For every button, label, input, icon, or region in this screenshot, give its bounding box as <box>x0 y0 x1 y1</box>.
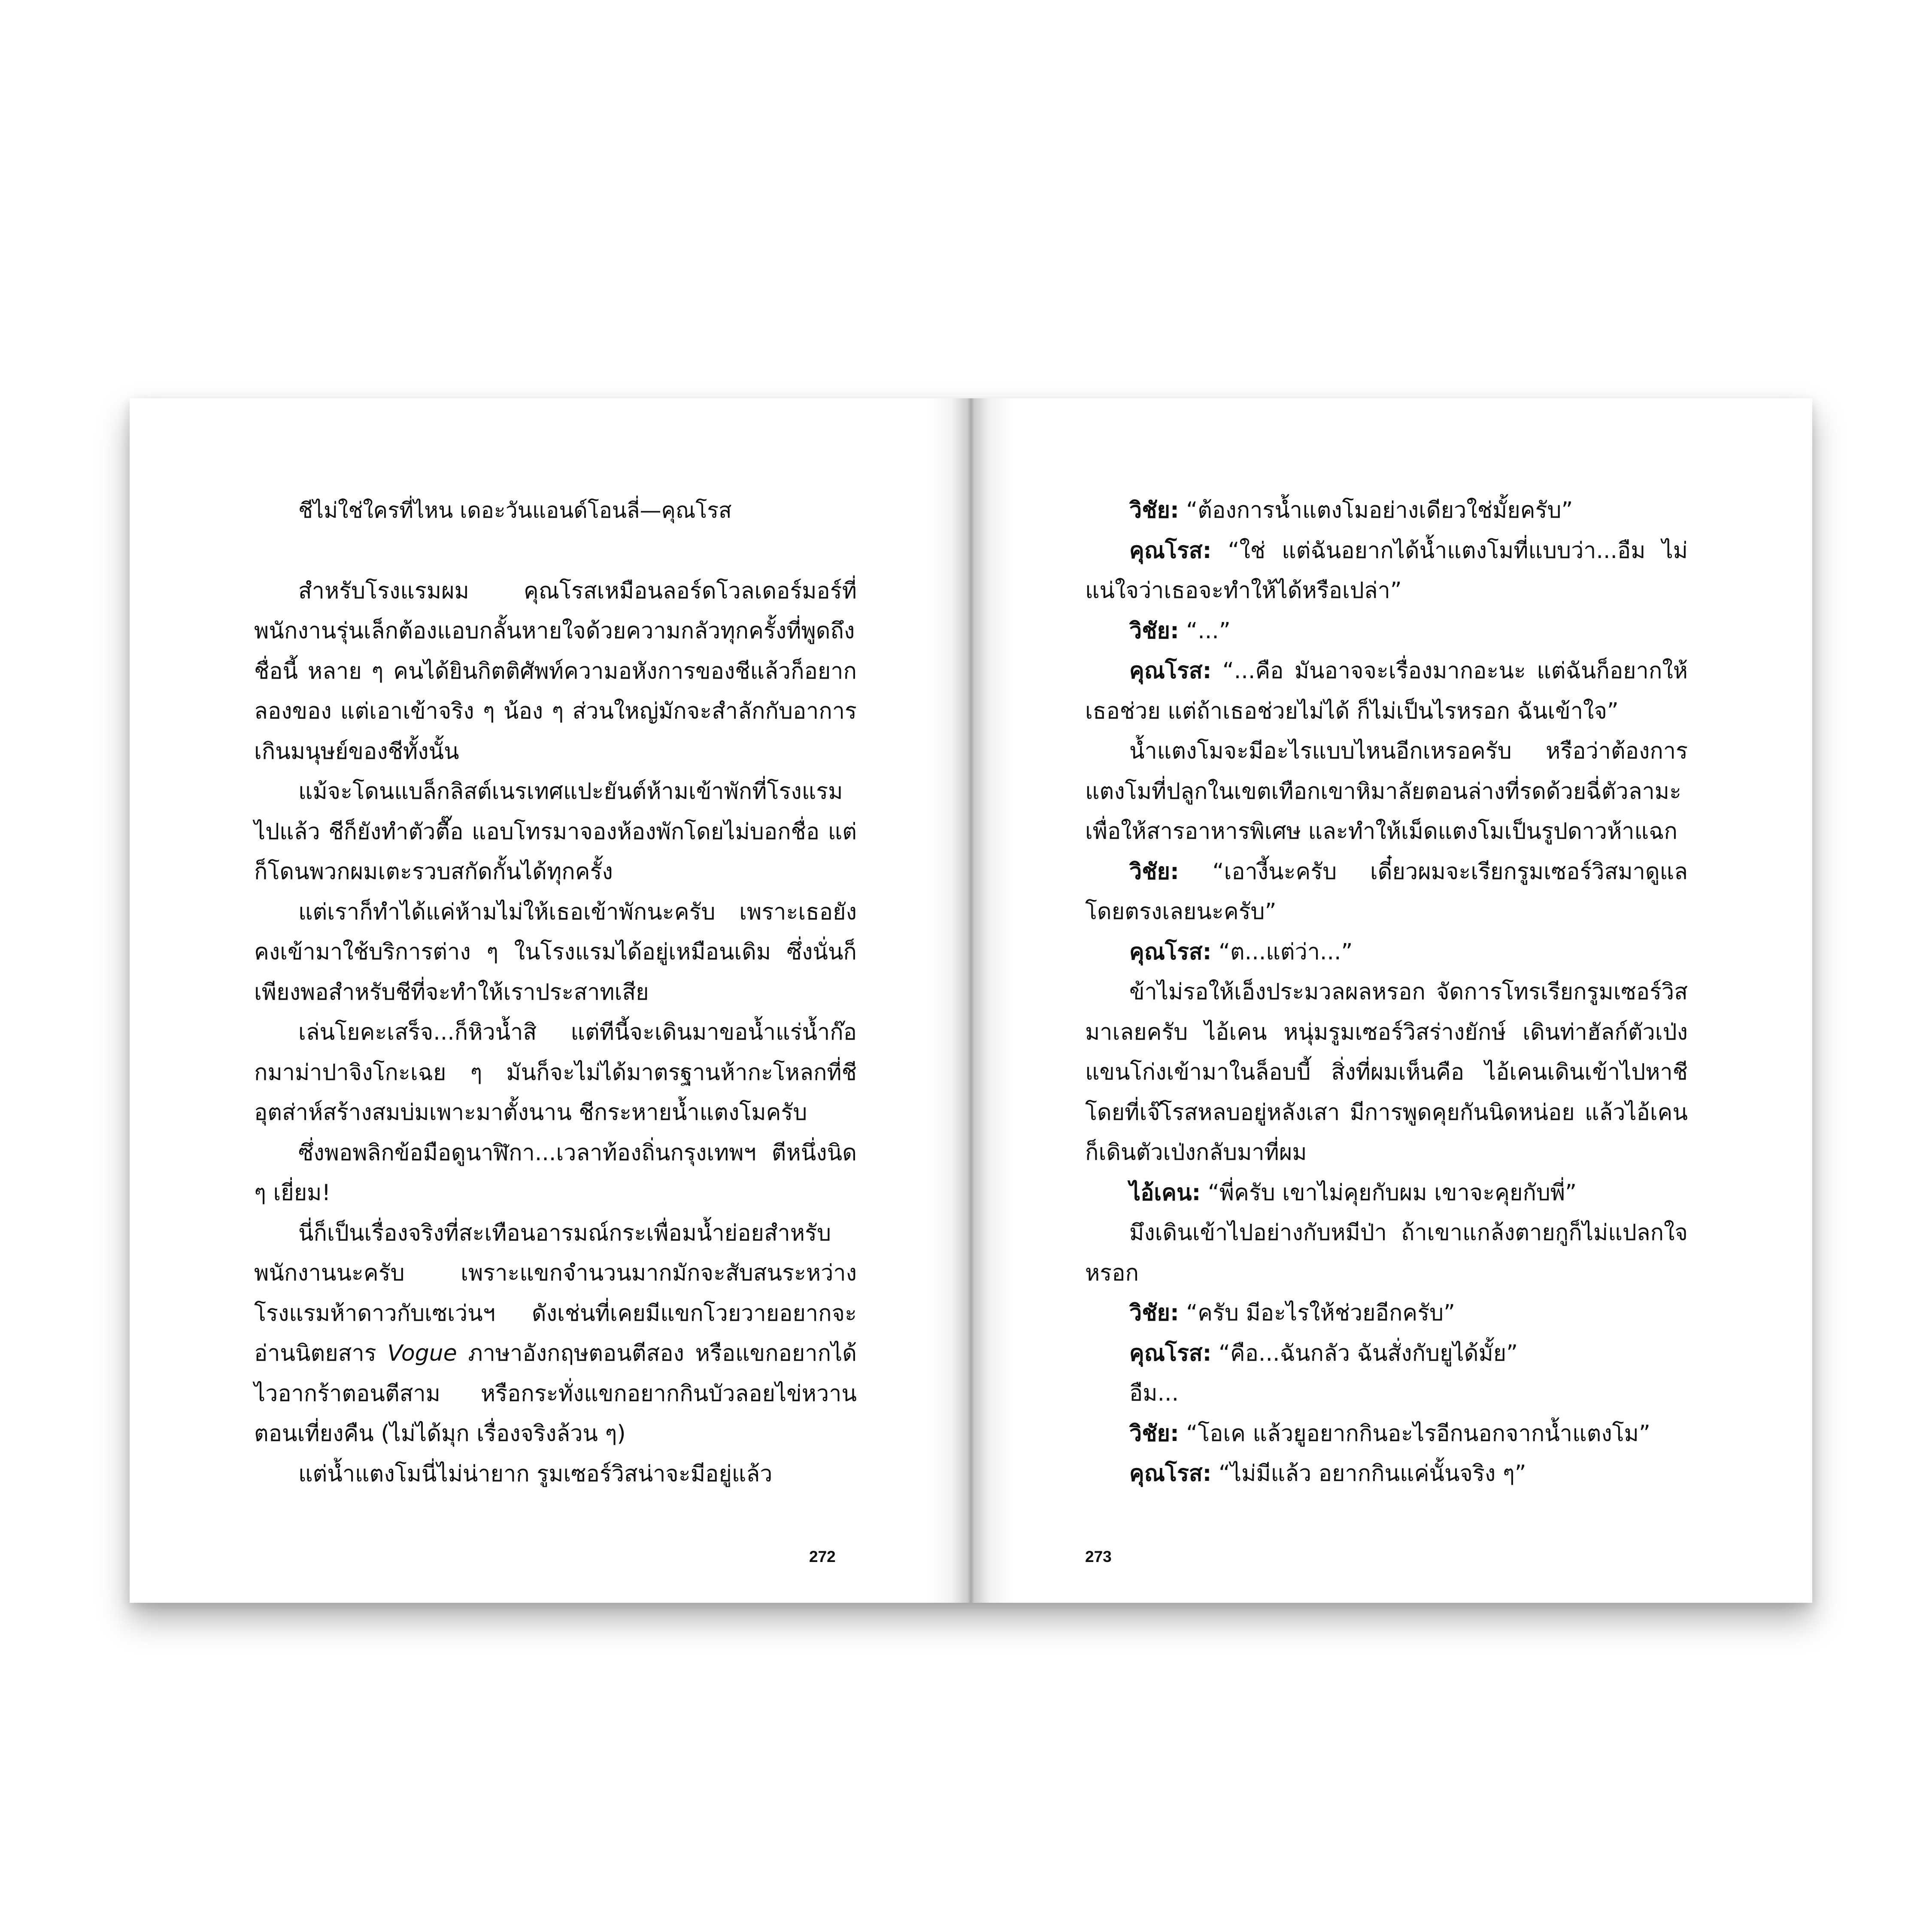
dialogue-line <box>1085 1293 1688 1334</box>
dialogue-text: “ต้องการน้ำแตงโมอย่างเดียวใช่มั้ยครับ” <box>1186 497 1573 523</box>
dialogue-text: “ต...แต่ว่า...” <box>1218 939 1353 965</box>
dialogue-line <box>1085 611 1688 652</box>
dialogue-text: “ไม่มีแล้ว อยากกินแค่นั้นจริง ๆ” <box>1218 1461 1526 1486</box>
speaker-name: ไอ้เคน: <box>1129 1180 1201 1206</box>
paragraph-text: นี่ก็เป็นเรื่องจริงที่สะเทือนอารมณ์กระเพื่อมน้ำย่อยสำหรับพนักงานนะครับ เพราะแขกจำนวนมากมักจะสับสนระหว่างโรงแรมห้าดาวกับเซเว่นฯ ดังเช่นที่เคยมีแขกโวยวายอยากจะอ่านนิตยสาร <box>254 1220 857 1366</box>
dialogue-text: “...คือ มันอาจจะเรื่องมากอะนะ แต่ฉันก็อยากให้เธอช่วย แต่ถ้าเธอช่วยไม่ได้ ก็ไม่เป็นไรหรอก ฉันเข้าใจ” <box>1085 658 1688 724</box>
narration <box>1085 1374 1688 1414</box>
speaker-name: คุณโรส: <box>1129 1461 1212 1486</box>
paragraph-vogue <box>254 1213 857 1454</box>
speaker-name: วิชัย: <box>1129 1420 1179 1447</box>
narration <box>1085 1213 1688 1293</box>
speaker-name: วิชัย: <box>1129 618 1179 644</box>
speaker-name: คุณโรส: <box>1129 537 1212 564</box>
open-book <box>130 398 1812 1603</box>
paragraph: แม้จะโดนแบล็กลิสต์เนรเทศแปะยันต์ห้ามเข้าพักที่โรงแรมไปแล้ว ชีก็ยังทำตัวตื๊อ แอบโทรมาจองห้องพักโดยไม่บอกชื่อ แต่ก็โดนพวกผมเตะรวบสกัดกั้นได้ทุกครั้ง <box>254 779 857 885</box>
narration <box>1085 972 1688 1173</box>
dialogue-line <box>1085 1334 1688 1374</box>
running-head: ชีไม่ใช่ใครที่ไหน เดอะวันแอนด์โอนลี่—คุณโรส <box>298 498 732 523</box>
right-page <box>971 398 1812 1603</box>
left-page <box>130 398 971 1603</box>
speaker-name: คุณโรส: <box>1129 939 1212 965</box>
left-page-body <box>254 491 857 1494</box>
speaker-name: คุณโรส: <box>1129 1340 1212 1366</box>
dialogue-line <box>1085 852 1688 932</box>
dialogue-line <box>1085 932 1688 973</box>
speaker-name: คุณโรส: <box>1129 658 1212 684</box>
dialogue-text: “คือ...ฉันกลัว ฉันสั่งกับยูได้มั้ย” <box>1218 1340 1518 1366</box>
page-number: 272 <box>809 1548 836 1565</box>
speaker-name: วิชัย: <box>1129 858 1179 885</box>
dialogue-text: “...” <box>1186 618 1231 644</box>
narration-text: ข้าไม่รอให้เอ็งประมวลผลหรอก จัดการโทรเรียกรูมเซอร์วิสมาเลยครับ ไอ้เคน หนุ่มรูมเซอร์วิสร่างยักษ์ เดินท่าฮัลก์ตัวเป่งแขนโก่งเข้ามาในล็อบบี้ สิ่งที่ผมเห็นคือ ไอ้เคนเดินเข้าไปหาชีโดยที่เจ๊โรสหลบอยู่หลังเสา มีการพูดคุยกันนิดหน่อย แล้วไอ้เคนก็เดินตัวเป่งกลับมาที่ผม <box>1085 979 1688 1165</box>
dialogue-text: “เอางี้นะครับ เดี๋ยวผมจะเรียกรูมเซอร์วิสมาดูแลโดยตรงเลยนะครับ” <box>1085 858 1688 925</box>
narration-text: อืม... <box>1129 1380 1179 1406</box>
right-page-body <box>1085 491 1688 1494</box>
paragraph: แต่เราก็ทำได้แค่ห้ามไม่ให้เธอเข้าพักนะครับ เพราะเธอยังคงเข้ามาใช้บริการต่าง ๆ ในโรงแรมได้อยู่เหมือนเดิม ซึ่งนั่นก็เพียงพอสำหรับชีที่จะทำให้เราประสาทเสีย <box>254 899 857 1005</box>
narration-text: มึงเดินเข้าไปอย่างกับหมีป่า ถ้าเขาแกล้งตายกูก็ไม่แปลกใจหรอก <box>1085 1220 1688 1286</box>
speaker-name: วิชัย: <box>1129 497 1179 523</box>
dialogue-line <box>1085 1454 1688 1494</box>
speaker-name: วิชัย: <box>1129 1300 1179 1326</box>
dialogue-line <box>1085 531 1688 611</box>
dialogue-line <box>1085 651 1688 731</box>
page-number: 273 <box>1085 1548 1112 1565</box>
dialogue-text: “พี่ครับ เขาไม่คุยกับผม เขาจะคุยกับพี่” <box>1207 1180 1577 1206</box>
dialogue-text: “โอเค แล้วยูอยากกินอะไรอีกนอกจากน้ำแตงโม” <box>1186 1420 1650 1447</box>
italic-title: Vogue <box>387 1341 457 1366</box>
dialogue-line <box>1085 1414 1688 1454</box>
paragraph-text: ภาษาอังกฤษตอนตีสอง หรือแขกอยากได้ไวอากร้าตอนตีสาม หรือกระทั่งแขกอยากกินบัวลอยไข่หวานตอนเที่ยงคืน (ไม่ได้มุก เรื่องจริงล้วน ๆ) <box>254 1341 857 1447</box>
dialogue-line <box>1085 1173 1688 1213</box>
paragraph: สำหรับโรงแรมผม คุณโรสเหมือนลอร์ดโวลเดอร์มอร์ที่พนักงานรุ่นเล็กต้องแอบกลั้นหายใจด้วยความกลัวทุกครั้งที่พูดถึงชื่อนี้ หลาย ๆ คนได้ยินกิตติศัพท์ความอหังการของชีแล้วก็อยากลองของ แต่เอาเข้าจริง ๆ น้อง ๆ ส่วนใหญ่มักจะสำลักกับอาการเกินมนุษย์ของชีทั้งนั้น <box>254 578 857 764</box>
dialogue-text: “ใช่ แต่ฉันอยากได้น้ำแตงโมที่แบบว่า...อืม ไม่แน่ใจว่าเธอจะทำให้ได้หรือเปล่า” <box>1085 537 1688 604</box>
dialogue-text: “ครับ มีอะไรให้ช่วยอีกครับ” <box>1186 1300 1456 1326</box>
narration <box>1085 731 1688 852</box>
paragraph: เล่นโยคะเสร็จ...ก็หิวน้ำสิ แต่ทีนี้จะเดินมาขอน้ำแร่น้ำก๊อกมาม่าปาจิงโกะเฉย ๆ มันก็จะไม่ได้มาตรฐานห้ากะโหลกที่ชีอุตส่าห์สร้างสมบ่มเพาะมาตั้งนาน ชีกระหายน้ำแตงโมครับ <box>254 1019 857 1125</box>
narration-text: น้ำแตงโมจะมีอะไรแบบไหนอีกเหรอครับ หรือว่าต้องการแตงโมที่ปลูกในเขตเทือกเขาหิมาลัยตอนล่างที่รดด้วยฉี่ตัวลามะเพื่อให้สารอาหารพิเศษ และทำให้เม็ดแตงโมเป็นรูปดาวห้าแฉก <box>1085 738 1688 844</box>
paragraph: แต่น้ำแตงโมนี่ไม่น่ายาก รูมเซอร์วิสน่าจะมีอยู่แล้ว <box>298 1461 773 1487</box>
dialogue-line <box>1085 491 1688 531</box>
paragraph: ซึ่งพอพลิกข้อมือดูนาฬิกา...เวลาท้องถิ่นกรุงเทพฯ ตีหนึ่งนิด ๆ เยี่ยม! <box>254 1140 857 1206</box>
